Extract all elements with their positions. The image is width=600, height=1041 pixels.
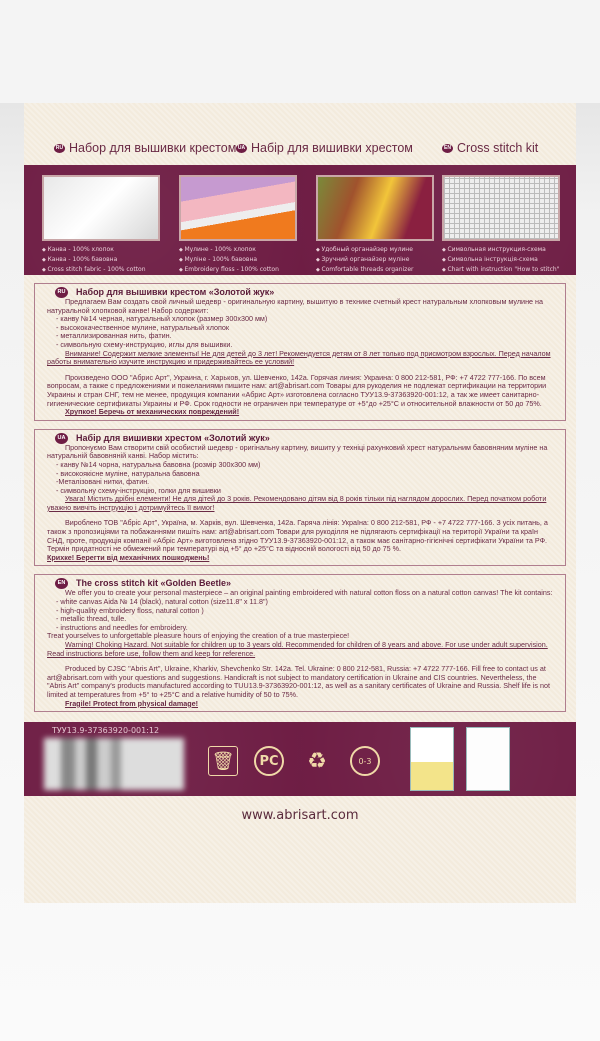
recycle-icon: ♻ — [307, 748, 327, 774]
features-band — [24, 165, 576, 275]
feature-text: ◆ Символьна інструкція-схема — [442, 255, 560, 265]
en-intro: We offer you to create your personal masterpiece – an original painting embroidered with natural cotton floss on a natural cotton canvas! The kit contains: — [65, 588, 553, 598]
ru-warning: Внимание! Содержит мелкие элементы! Не для детей до 3 лет! Рекомендуется детям от 8 лет только под присмотром взрослых. Перед началом работы внимательно изучите инструкцию и придерживайтесь ее условий! — [47, 348, 551, 367]
feature-text: ◆ Канва - 100% хлопок — [42, 245, 160, 255]
en-treat: Treat yourselves to unforgettable pleasure hours of enjoying the creation of a true masterpiece! — [47, 631, 350, 641]
canvas-image — [42, 175, 160, 241]
floss-image — [179, 175, 297, 241]
certificate-ua-image — [410, 727, 454, 791]
age-warning-icon — [350, 746, 380, 776]
feature-text: ◆ Comfortable threads organizer — [316, 265, 434, 275]
header-ua — [236, 141, 413, 155]
ua-badge: UA — [237, 144, 246, 151]
trash-bin-icon: 🗑 — [208, 746, 238, 776]
ru-item: - металлизированная нить, фатин. — [56, 331, 172, 341]
en-title: The cross stitch kit «Golden Beetle» — [76, 578, 232, 589]
feature-floss — [179, 175, 297, 275]
en-fragile: Fragile! Protect from physical damage! — [65, 698, 199, 708]
en-producer: Produced by CJSC "Abris Art", Ukraine, Kharkiv, Shevchenko Str. 142a. Tel. Ukraine: 0 800 212-581, Russia: +7 4722 777-166. Fill free to contact us at art@abrisart.com with your questions and suggestions. Handicraft is not subject to mandatory certification in Ukraine and CIS countries. Nevertheless, the "Abris Art" company's products manufactured according to TUU13.9-37363920-001:12, as well as a sanitary certificates of Ukraine and Russia. Shelf life is not limited at temperatures from +5° to +25°C and a relative humidity of 50 to 75%. — [47, 664, 550, 699]
ua-fragile: Крихке! Берегти від механічних пошкоджень! — [47, 552, 210, 562]
header-en — [442, 141, 538, 155]
ua-warning: Увага! Містить дрібні елементи! Не для дітей до 3 років. Рекомендовано дітям від 8 років тільки під наглядом дорослих. Перед початком роботи уважно вивчіть інструкцію і дотримуйтесь її вимог! — [47, 494, 547, 512]
feature-text: ◆ Cross stitch fabric - 100% cotton — [42, 265, 160, 275]
en-item: - high-quality embroidery floss, natural cotton ) — [56, 605, 204, 615]
header-ru-text: Набор для вышивки крестом — [69, 141, 237, 155]
ua-intro: Пропонуємо Вам створити свій особистий шедевр - оригінальну картину, вишиту у техніці рахунковий хрест натуральним бавовняним муліне на натуральній бавовняній канві. Набор містить: — [47, 442, 548, 461]
feature-text: ◆ Удобный органайзер мулине — [316, 245, 434, 255]
ua-item: -Металізовані нитки, фатин. — [56, 477, 150, 487]
pct-certification-icon: PC — [254, 746, 284, 776]
ru-badge: RU — [55, 287, 68, 298]
ru-producer: Произведено ООО "Абрис Арт", Украина, г. Харьков, ул. Шевченко, 142а. Горячая линия: Украина: 0 800 212-581, РФ: +7 4722 777-166. По всем вопросам, а также с предложениями и пожеланиями пишите нам: art@abrisart.com Товары для рукоделия не подлежат сертификации на территории Украины и стран СНГ, тем не менее, продукция компании «Абрис Арт» изготовлена согласно ТУУ13.9-37363920-001:12, а так же имеет санитарно-гигиенические сертификаты Украины и РФ. Срок годности не ограничен при температуре от +5°до +25°С и относительной влажности от 50 до 75%. — [47, 372, 547, 408]
chart-image — [442, 175, 560, 241]
en-item: - white canvas Aida № 14 (black), natural cotton (size11.8" x 11.8") — [56, 597, 268, 607]
en-warning: Warning! Choking Hazard. Not suitable for children up to 3 years old. Recommended for children of 8 years and above. For use under adult supervision. Read instructions before use, follow them and keep for reference. — [47, 640, 548, 658]
ru-item: - высококачественное мулине, натуральный хлопок — [56, 322, 230, 332]
feature-canvas — [42, 175, 160, 275]
en-badge: EN — [442, 144, 453, 153]
feature-organizer — [316, 175, 434, 275]
ua-item: - символьну схему-інструкцію, голки для вишивки — [56, 485, 221, 495]
ru-item: - канву №14 черная, натуральный хлопок (размер 300х300 мм) — [56, 314, 268, 324]
barcode-blurred — [44, 738, 184, 790]
ru-item: - символьную схему-инструкцию, иглы для вышивки. — [56, 339, 233, 349]
en-item: - metallic thread, tulle. — [56, 614, 127, 624]
description-en — [34, 574, 566, 712]
header-ua-text: Набір для вишивки хрестом — [251, 141, 413, 155]
feature-text: ◆ Мулине - 100% хлопок — [179, 245, 297, 255]
ru-badge: RU — [55, 144, 64, 151]
ua-title: Набір для вишивки хрестом «Золотий жук» — [76, 432, 270, 443]
ua-item: - канву №14 чорна, натуральна бавовна (розмір 300х300 мм) — [56, 459, 261, 469]
ua-producer: Вироблено ТОВ "Абріс Арт", Україна, м. Харків, вул. Шевченка, 142а. Гаряча лінія: Україна: 0 800 212-581, РФ - +7 4722 777-166. З усіх питань, а також з пропозиціями та побажаннями пишіть нам: art@abrisart.com Товари для рукоділля не підлягають сертифікації на території України та країн СНД, проте, продукція компанії «Абріс Арт» виготовлена згідно ТУУ13.9-37363920-001:12, а також має санітарно-гігієнічні сертифікати України та РФ. Термін придатності не обмежений при температурі від +5° до +25°С та відносній вологості від 50 до 75 %. — [47, 518, 548, 554]
header-ru — [54, 141, 236, 155]
header-en-text: Cross stitch kit — [457, 141, 539, 155]
header-row — [24, 103, 576, 165]
age-mark: 0-3 — [358, 756, 372, 766]
description-ru — [34, 283, 566, 421]
feature-text: ◆ Символьная инструкция-схема — [442, 245, 560, 255]
ua-badge: UA — [55, 433, 68, 444]
feature-text: ◆ Муліне - 100% бавовна — [179, 255, 297, 265]
organizer-image — [316, 175, 434, 241]
description-ua — [34, 429, 566, 567]
ru-intro: Предлагаем Вам создать свой личный шедевр - оригинальную картину, вышитую в технике счетный крест натуральным хлопковым мулине на натуральной хлопковой канве! Набор содержит: — [47, 297, 543, 315]
en-badge: EN — [55, 578, 68, 589]
certificate-ru-image — [466, 727, 510, 791]
package-back — [24, 103, 576, 903]
standard-code: ТУУ13.9-37363920-001:12 — [52, 726, 160, 736]
feature-text: ◆ Chart with instruction "How to stitch" — [442, 265, 560, 275]
feature-text: ◆ Канва - 100% бавовна — [42, 255, 160, 265]
feature-text: ◆ Embroidery floss - 100% cotton — [179, 265, 297, 275]
feature-text: ◆ Зручний органайзер муліне — [316, 255, 434, 265]
ru-fragile: Хрупкое! Беречь от механических повреждений! — [65, 407, 240, 417]
website-url[interactable]: www.abrisart.com — [241, 808, 359, 824]
footer-band — [24, 722, 576, 796]
feature-chart — [442, 175, 560, 275]
ru-title: Набор для вышивки крестом «Золотой жук» — [76, 287, 275, 297]
en-item: - instructions and needles for embroidery. — [56, 622, 188, 632]
ua-item: - високоякісне муліне, натуральна бавовна — [56, 468, 200, 478]
